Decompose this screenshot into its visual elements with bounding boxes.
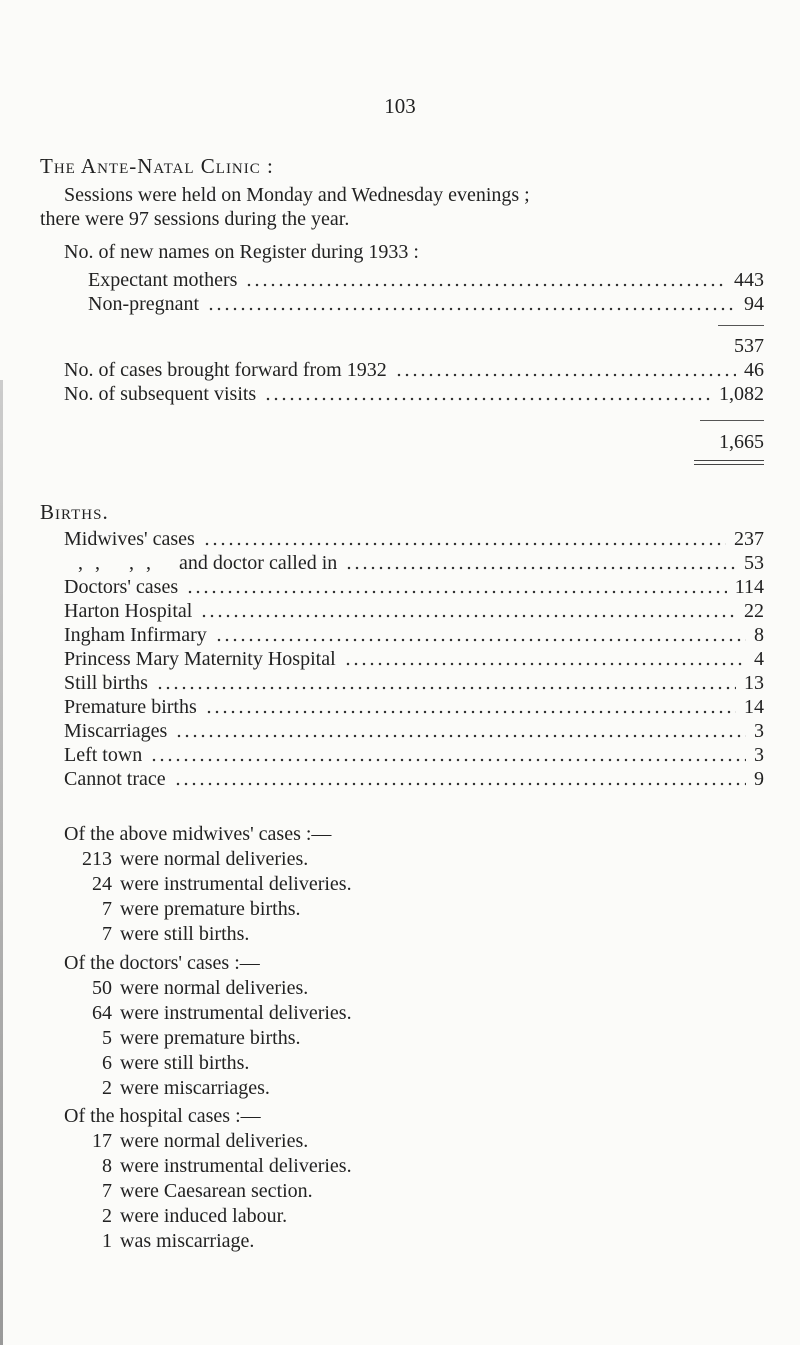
breakdown-text: were instrumental deliveries. bbox=[120, 1155, 352, 1177]
breakdown-count: 2 bbox=[102, 1077, 112, 1099]
row-label: No. of subsequent visits bbox=[64, 383, 257, 405]
breakdown-text: were Caesarean section. bbox=[120, 1180, 313, 1202]
leader-dots bbox=[174, 782, 746, 786]
breakdown-item bbox=[78, 1026, 300, 1050]
leader-dots bbox=[264, 397, 711, 401]
breakdown-item bbox=[78, 1129, 308, 1153]
births-row bbox=[64, 671, 764, 695]
births-row-label: Premature births bbox=[64, 696, 197, 718]
births-row-value: 4 bbox=[754, 648, 764, 670]
breakdown-item bbox=[78, 1051, 249, 1075]
register-heading: No. of new names on Register during 1933 : bbox=[64, 241, 419, 263]
register-row-nonpregnant bbox=[88, 292, 764, 316]
breakdown-text: were miscarriages. bbox=[120, 1077, 270, 1099]
births-row-value: 8 bbox=[754, 624, 764, 646]
breakdown-text: were premature births. bbox=[120, 898, 301, 920]
subtotal-value: 537 bbox=[734, 335, 764, 357]
births-row-label: Ingham Infirmary bbox=[64, 624, 207, 646]
births-row-label bbox=[64, 551, 337, 575]
breakdown-count: 50 bbox=[92, 977, 112, 999]
births-row bbox=[64, 647, 764, 671]
breakdown-text: were still births. bbox=[120, 923, 250, 945]
subsequent-row bbox=[64, 382, 764, 406]
births-row bbox=[64, 575, 764, 599]
leader-dots bbox=[150, 758, 746, 762]
breakdown-count: 1 bbox=[102, 1230, 112, 1252]
births-row-value: 22 bbox=[744, 600, 764, 622]
breakdown-item bbox=[78, 1204, 287, 1228]
breakdown-count: 6 bbox=[102, 1052, 112, 1074]
births-row-value: 237 bbox=[734, 528, 764, 550]
births-row-label: Doctors' cases bbox=[64, 576, 179, 598]
births-row bbox=[64, 767, 764, 791]
births-row bbox=[64, 527, 764, 551]
leader-dots bbox=[200, 614, 736, 618]
row-value: 1,082 bbox=[719, 383, 764, 405]
births-row-text: and doctor called in bbox=[179, 552, 338, 574]
breakdown-count: 7 bbox=[102, 923, 112, 945]
breakdown-count: 2 bbox=[102, 1205, 112, 1227]
breakdown-text: were instrumental deliveries. bbox=[120, 873, 352, 895]
births-row-value: 13 bbox=[744, 672, 764, 694]
breakdown-item bbox=[78, 872, 352, 896]
leader-dots bbox=[186, 590, 727, 594]
leader-dots bbox=[245, 283, 726, 287]
births-row bbox=[64, 599, 764, 623]
breakdown-count: 8 bbox=[102, 1155, 112, 1177]
row-value: 46 bbox=[744, 359, 764, 381]
births-row bbox=[64, 551, 764, 575]
midwives-heading: Of the above midwives' cases :— bbox=[64, 823, 332, 845]
breakdown-item bbox=[78, 897, 300, 921]
total-double-rule bbox=[694, 460, 764, 465]
breakdown-item bbox=[78, 922, 249, 946]
leader-dots bbox=[207, 307, 736, 311]
breakdown-text: were normal deliveries. bbox=[120, 977, 309, 999]
breakdown-text: was miscarriage. bbox=[120, 1230, 255, 1252]
breakdown-count: 5 bbox=[102, 1027, 112, 1049]
births-row-value: 114 bbox=[734, 576, 764, 598]
leader-dots bbox=[175, 734, 746, 738]
page-edge-shadow bbox=[0, 380, 3, 1345]
leader-dots bbox=[205, 710, 736, 714]
births-row-value: 3 bbox=[754, 720, 764, 742]
births-heading: Births. bbox=[40, 500, 109, 524]
row-label: Expectant mothers bbox=[88, 269, 238, 291]
breakdown-item bbox=[78, 1076, 270, 1100]
births-row bbox=[64, 623, 764, 647]
births-row-label: Left town bbox=[64, 744, 143, 766]
births-row-label: Cannot trace bbox=[64, 768, 166, 790]
breakdown-count: 24 bbox=[92, 873, 112, 895]
hospital-heading: Of the hospital cases :— bbox=[64, 1105, 261, 1127]
breakdown-text: were normal deliveries. bbox=[120, 848, 309, 870]
breakdown-text: were normal deliveries. bbox=[120, 1130, 309, 1152]
births-row-label: Miscarriages bbox=[64, 720, 168, 742]
breakdown-text: were induced labour. bbox=[120, 1205, 288, 1227]
leader-dots bbox=[156, 686, 736, 690]
leader-dots bbox=[344, 662, 746, 666]
sessions-line-1: Sessions were held on Monday and Wednesday evenings ; bbox=[64, 184, 530, 206]
breakdown-count: 17 bbox=[92, 1130, 112, 1152]
births-row bbox=[64, 719, 764, 743]
breakdown-item bbox=[78, 1179, 313, 1203]
breakdown-text: were premature births. bbox=[120, 1027, 301, 1049]
breakdown-item bbox=[78, 847, 308, 871]
births-row-value: 53 bbox=[744, 552, 764, 574]
doctors-heading: Of the doctors' cases :— bbox=[64, 952, 260, 974]
page-number: 103 bbox=[384, 94, 416, 118]
births-row bbox=[64, 695, 764, 719]
row-label: Non-pregnant bbox=[88, 293, 200, 315]
breakdown-count: 64 bbox=[92, 1002, 112, 1024]
births-row-value: 9 bbox=[754, 768, 764, 790]
leader-dots bbox=[203, 542, 726, 546]
breakdown-text: were still births. bbox=[120, 1052, 250, 1074]
breakdown-item bbox=[78, 1001, 352, 1025]
subtotal-rule bbox=[718, 325, 764, 326]
row-value: 443 bbox=[734, 269, 764, 291]
clinic-heading: The Ante-Natal Clinic : bbox=[40, 154, 274, 178]
ditto-marks: ,, ,, bbox=[78, 552, 163, 574]
breakdown-count: 7 bbox=[102, 898, 112, 920]
breakdown-item bbox=[78, 1229, 254, 1253]
leader-dots bbox=[345, 566, 736, 570]
births-row-value: 3 bbox=[754, 744, 764, 766]
breakdown-item bbox=[78, 1154, 352, 1178]
breakdown-text: were instrumental deliveries. bbox=[120, 1002, 352, 1024]
row-value: 94 bbox=[744, 293, 764, 315]
breakdown-item bbox=[78, 976, 308, 1000]
forward-row bbox=[64, 358, 764, 382]
register-row-expectant bbox=[88, 268, 764, 292]
total-value: 1,665 bbox=[719, 431, 764, 453]
births-row-value: 14 bbox=[744, 696, 764, 718]
total-rule bbox=[700, 420, 764, 421]
breakdown-count: 213 bbox=[82, 848, 112, 870]
breakdown-count: 7 bbox=[102, 1180, 112, 1202]
sessions-line-2: there were 97 sessions during the year. bbox=[40, 208, 350, 230]
births-row-label: Midwives' cases bbox=[64, 528, 195, 550]
births-row-label: Harton Hospital bbox=[64, 600, 193, 622]
births-row bbox=[64, 743, 764, 767]
births-row-label: Princess Mary Maternity Hospital bbox=[64, 648, 336, 670]
leader-dots bbox=[215, 638, 746, 642]
leader-dots bbox=[395, 373, 736, 377]
births-row-label: Still births bbox=[64, 672, 148, 694]
row-label: No. of cases brought forward from 1932 bbox=[64, 359, 387, 381]
